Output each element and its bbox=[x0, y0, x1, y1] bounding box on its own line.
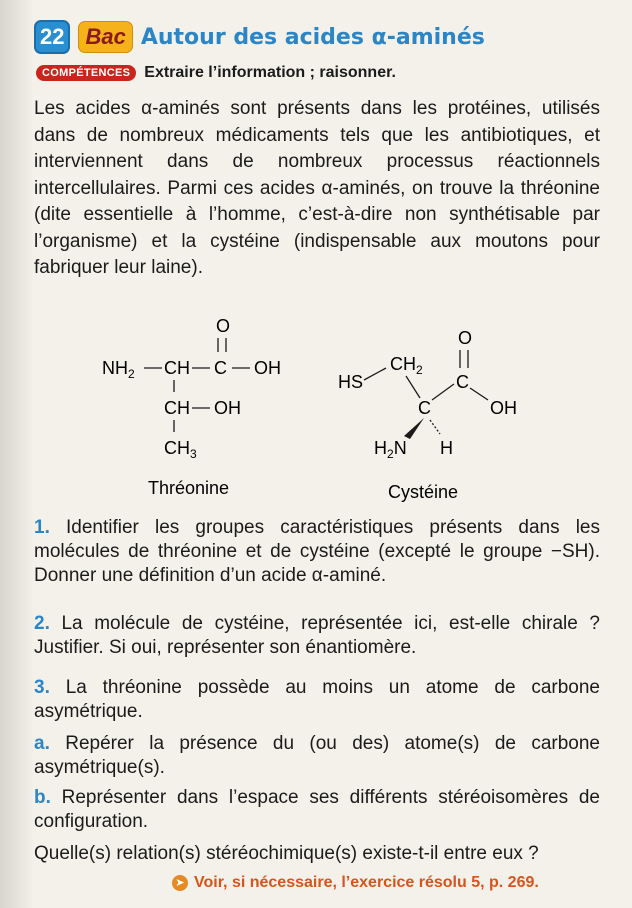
threonine-oh: OH bbox=[254, 358, 281, 378]
skills-line bbox=[36, 64, 396, 82]
cysteine-bond-ch2-c bbox=[406, 376, 420, 398]
skills-badge: COMPÉTENCES bbox=[36, 65, 136, 81]
intro-paragraph: Les acides α-aminés sont présents dans les protéines, utilisés dans de nombreux médicaments tels que les antibiotiques, et interviennent dans de nombreux processus réactionnels intercellulaires. Parmi ces acides α-aminés, on trouve la thréonine (dite essentielle à l’homme, c’est-à-dire non synthétisable par l’organisme) et la cystéine (indispensable aux moutons pour fabriquer leur laine). bbox=[34, 98, 600, 278]
question-3a-text: Repérer la présence du (ou des) atome(s) de carbone asymétrique(s). bbox=[34, 733, 600, 778]
exercise-number: 22 bbox=[34, 20, 70, 54]
cysteine-bond-hs bbox=[364, 368, 386, 380]
cysteine-bond-oh bbox=[470, 388, 488, 400]
question-3b-label: b. bbox=[34, 787, 51, 808]
question-3-text: La thréonine possède au moins un atome de carbone asymétrique. bbox=[34, 677, 600, 722]
question-3-number: 3. bbox=[34, 677, 50, 698]
question-3 bbox=[34, 676, 600, 724]
exercise-title: Autour des acides α-aminés bbox=[140, 24, 485, 50]
question-3a-label: a. bbox=[34, 733, 50, 754]
question-1-text: Identifier les groupes caractéristiques présents dans les molécules de thréonine et de cystéine (excepté le groupe −SH). Donner une définition d’un acide α-aminé. bbox=[34, 517, 601, 586]
reference-line bbox=[172, 874, 539, 892]
question-3b bbox=[34, 786, 600, 834]
cysteine-bond-c-cooh bbox=[432, 384, 454, 400]
cysteine-ch2: $CH_2$ bbox=[390, 354, 423, 377]
threonine-ch-main: CH bbox=[164, 358, 190, 378]
threonine-o: O bbox=[216, 316, 231, 336]
threonine-ch3: $CH_3$ bbox=[164, 438, 197, 461]
threonine-label: Thréonine bbox=[148, 478, 230, 498]
arrow-right-icon: ➤ bbox=[172, 875, 188, 891]
cysteine-h2n: $H_2N$ bbox=[374, 438, 407, 461]
page-binding-shadow bbox=[0, 0, 34, 908]
cysteine-hs: HS bbox=[338, 372, 364, 392]
cysteine-dash-bond bbox=[430, 420, 440, 434]
cysteine-c-center: C bbox=[418, 398, 431, 418]
threonine-c: C bbox=[214, 358, 227, 378]
question-2-text: La molécule de cystéine, représentée ici, est-elle chirale ? Justifier. Si oui, représenter son énantiomère. bbox=[34, 613, 600, 658]
molecules-figure bbox=[92, 316, 517, 513]
question-2-number: 2. bbox=[34, 613, 50, 634]
question-2 bbox=[34, 612, 600, 660]
question-1-number: 1. bbox=[34, 517, 50, 538]
threonine-nh2: $NH_2$ bbox=[102, 358, 135, 381]
question-1 bbox=[34, 516, 600, 588]
cysteine-structure bbox=[338, 328, 517, 502]
molecules-svg bbox=[92, 316, 517, 508]
cysteine-oh: OH bbox=[490, 398, 517, 418]
bac-badge: Bac bbox=[78, 21, 132, 53]
cysteine-wedge-bond bbox=[404, 418, 424, 439]
cysteine-c-carboxyl: C bbox=[456, 372, 469, 392]
exercise-header bbox=[34, 20, 485, 54]
reference-text: Voir, si nécessaire, l’exercice résolu 5, p. 269. bbox=[194, 874, 539, 891]
question-3a bbox=[34, 732, 600, 780]
skills-text: Extraire l’information ; raisonner. bbox=[144, 64, 396, 81]
threonine-oh2: OH bbox=[214, 398, 241, 418]
threonine-ch-oh: CH bbox=[164, 398, 190, 418]
cysteine-o: O bbox=[458, 328, 473, 348]
cysteine-label: Cystéine bbox=[388, 482, 459, 502]
threonine-structure bbox=[102, 316, 281, 498]
cysteine-h: H bbox=[440, 438, 453, 458]
question-3b-text: Représenter dans l’espace ses différents stéréoisomères de configuration. bbox=[34, 787, 600, 832]
question-3b-continuation: Quelle(s) relation(s) stéréochimique(s) existe-t-il entre eux ? bbox=[34, 843, 539, 864]
